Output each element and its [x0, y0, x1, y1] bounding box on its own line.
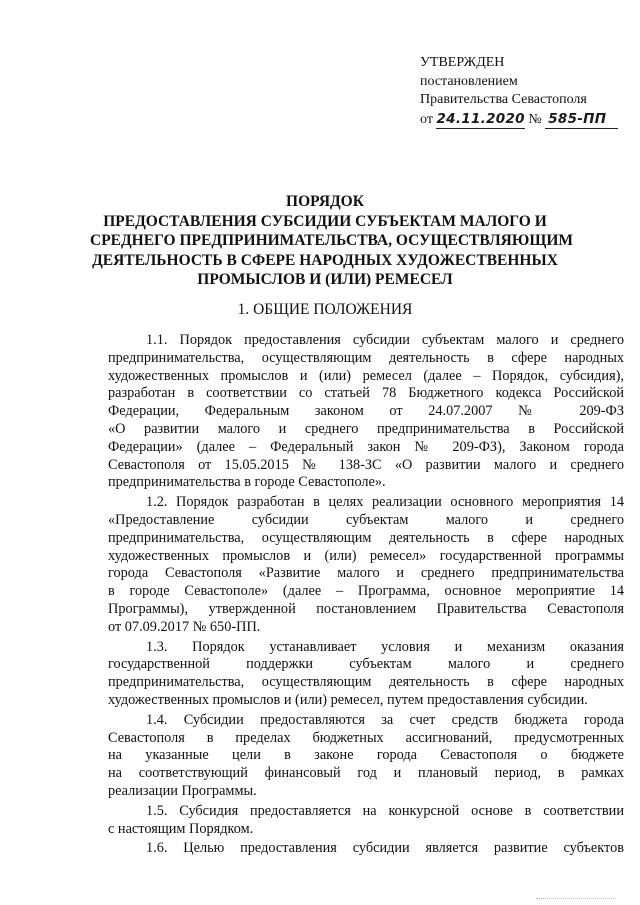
title-line: ПРОМЫСЛОВ И (ИЛИ) РЕМЕСЕЛ [197, 271, 453, 288]
text-line: художественных промыслов и (или) ремесел» государственной программы [108, 547, 624, 564]
paragraph-1-1 [108, 332, 624, 492]
text-line: 1.3. Порядок устанавливает условия и механизм оказания [146, 638, 624, 655]
number-prefix: № [528, 111, 542, 127]
text-line: 1.5. Субсидия предоставляется на конкурсной основе в соответствии [146, 802, 624, 819]
text-line: в городе Севастополе» (далее – Программа, основное мероприятие 14 [108, 583, 624, 600]
document-title [90, 192, 574, 290]
paragraph-1-5 [108, 803, 624, 839]
text-line: художественных промыслов и (или) ремесел (далее – Порядок, субсидия), [108, 367, 624, 384]
paragraph-1-2 [108, 494, 624, 636]
text-line: «Предоставление субсидии субъектам малого и среднего [108, 511, 624, 528]
title-line: ДЕЯТЕЛЬНОСТЬ В СФЕРЕ НАРОДНЫХ ХУДОЖЕСТВЕННЫХ [92, 251, 558, 269]
approval-government: Правительства Севастополя [420, 92, 587, 107]
paragraph-1-4 [108, 712, 624, 801]
text-line: государственной поддержки субъектам малого и среднего [108, 656, 624, 673]
handwritten-date: 24.11.2020 [436, 110, 524, 130]
text-line: предпринимательства, осуществляющим деятельность в сфере народных [108, 674, 624, 691]
approval-stamp [420, 54, 632, 129]
paragraph-1-3 [108, 639, 624, 710]
text-line: 1.1. Порядок предоставления субсидии субъектам малого и среднего [146, 332, 624, 348]
text-line: Севастополя от 15.05.2015 № 138-ЗС «О развитии малого и среднего [108, 456, 624, 473]
text-line: Федерации, Федеральным законом от 24.07.2007 № 209-ФЗ [108, 403, 624, 420]
text-line: разработан в соответствии со статьей 78 Бюджетного кодекса Российской [108, 385, 624, 402]
approval-resolution: постановлением [420, 73, 518, 89]
text-line: от 07.09.2017 № 650-ПП. [108, 618, 261, 635]
scan-edge-mark [536, 898, 616, 902]
text-line: на указанные цели в законе города Севастополя о бюджете [108, 747, 624, 764]
text-line: художественных промыслов и (или) ремесел, путем предоставления субсидии. [108, 691, 588, 708]
text-line: предпринимательства в городе Севастополе». [108, 474, 386, 491]
text-line: Севастополя в пределах бюджетных ассигнований, предусмотренных [108, 729, 624, 746]
handwritten-number: 585-ПП [545, 110, 618, 130]
text-line: Программы), утвержденной постановлением Правительства Севастополя [108, 600, 624, 617]
text-line: реализации Программы. [108, 782, 257, 799]
text-line: города Севастополя «Развитие малого и среднего предпринимательства [108, 565, 624, 582]
text-line: 1.2. Порядок разработан в целях реализации основного мероприятия 14 [146, 494, 624, 511]
title-line: СРЕДНЕГО ПРЕДПРИНИМАТЕЛЬСТВА, ОСУЩЕСТВЛЯЮЩИМ [90, 232, 574, 249]
document-body [108, 332, 624, 860]
text-line: Федерации» (далее – Федеральный закон № 209-ФЗ), Законом города [108, 438, 624, 455]
text-line: предпринимательства, осуществляющим деятельность в сфере народных [108, 349, 624, 366]
text-line: 1.6. Целью предоставления субсидии является развитие субъектов [146, 840, 624, 857]
text-line: 1.4. Субсидии предоставляются за счет средств бюджета города [146, 711, 624, 728]
approval-date-number [420, 110, 632, 130]
title-line: ПОРЯДОК [286, 193, 364, 210]
text-line: с настоящим Порядком. [108, 820, 254, 837]
title-line: ПРЕДОСТАВЛЕНИЯ СУБСИДИИ СУБЪЕКТАМ МАЛОГО И [103, 212, 547, 230]
approval-heading: УТВЕРЖДЕН [420, 55, 505, 70]
text-line: «О развитии малого и среднего предпринимательства в Российской [108, 420, 624, 437]
text-line: на соответствующий финансовый год и плановый период, в рамках [108, 765, 624, 782]
paragraph-1-6 [108, 840, 624, 858]
text-line: предпринимательства, осуществляющим деятельность в сфере народных [108, 529, 624, 546]
section-heading: 1. ОБЩИЕ ПОЛОЖЕНИЯ [237, 301, 413, 318]
date-prefix: от [420, 111, 433, 127]
